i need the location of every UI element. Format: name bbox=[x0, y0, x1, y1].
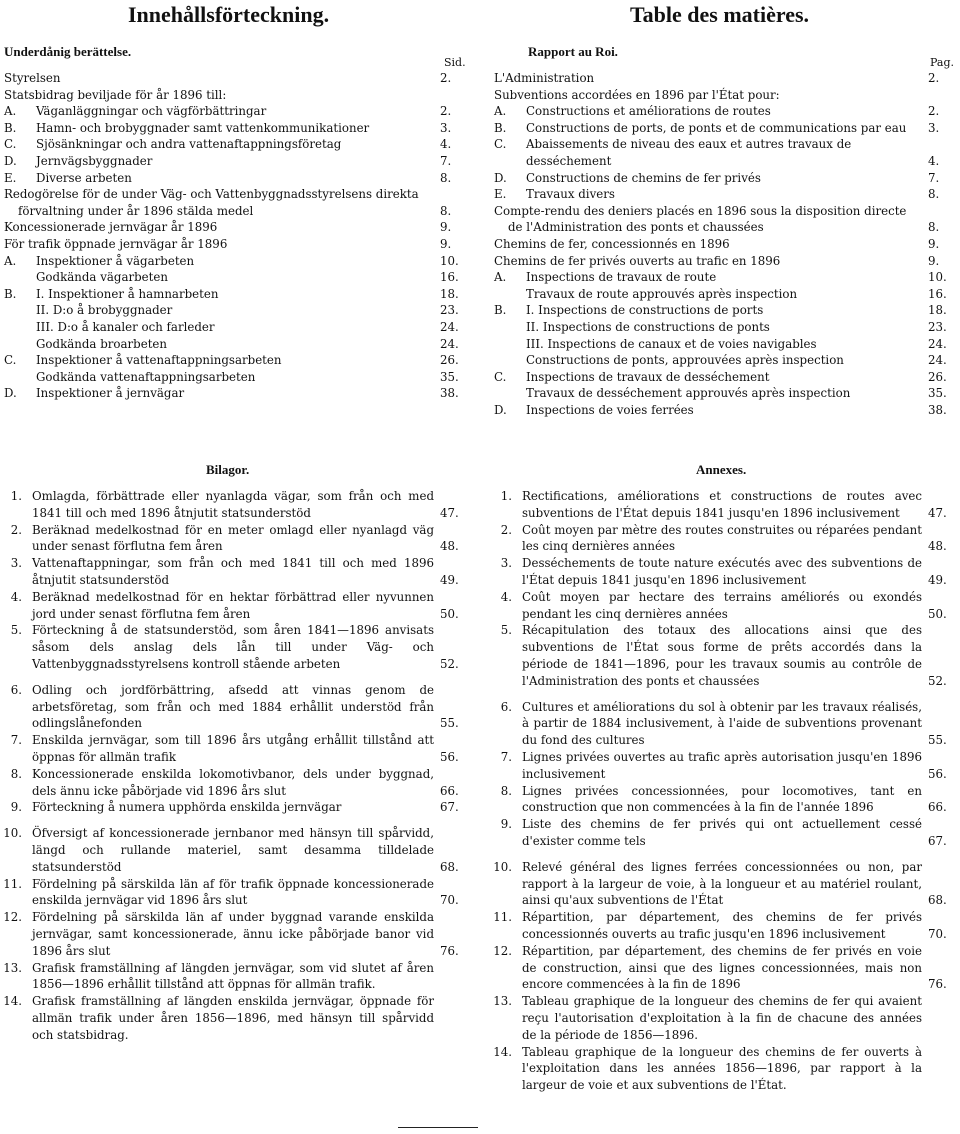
entry-page-number: 9. bbox=[928, 236, 940, 251]
toc-entry bbox=[0, 186, 470, 219]
entry-text: Diverse arbeten bbox=[36, 170, 132, 185]
entry-label: 3. bbox=[500, 556, 512, 571]
entry-label: 12. bbox=[3, 910, 22, 925]
entry-label: 12. bbox=[493, 943, 512, 958]
toc-entry bbox=[490, 87, 958, 104]
entry-page-number: 9. bbox=[440, 236, 452, 251]
entry-page-number: 4. bbox=[928, 153, 940, 168]
entry-text: Beräknad medelkostnad för en hektar förbättrad eller nyvunnen jord under senast förflutna fem åren bbox=[32, 589, 434, 621]
footer-rule bbox=[398, 1127, 478, 1128]
annex-entry bbox=[490, 783, 958, 817]
entry-text: Jernvägsbyggnader bbox=[36, 153, 153, 168]
entry-text: Godkända vattenaftappningsarbeten bbox=[36, 369, 256, 384]
annex-entry bbox=[0, 732, 470, 766]
annex-entry bbox=[490, 589, 958, 623]
entry-page-number: 18. bbox=[440, 286, 459, 301]
entry-page-number: 2. bbox=[440, 104, 452, 119]
swedish-page-header: Sid. bbox=[444, 56, 466, 69]
entry-text: Hamn- och brobyggnader samt vattenkommunikationer bbox=[36, 120, 370, 135]
toc-entry bbox=[490, 319, 958, 336]
entry-page-number: 52. bbox=[928, 673, 947, 688]
entry-label: 1. bbox=[500, 489, 512, 503]
entry-label: 9. bbox=[10, 800, 22, 815]
entry-page-number: 48. bbox=[440, 539, 459, 554]
annex-entry bbox=[0, 766, 470, 800]
annex-entry bbox=[0, 960, 470, 994]
entry-text: Inspektioner å vattenaftappningsarbeten bbox=[36, 353, 282, 368]
entry-page-number: 38. bbox=[928, 402, 947, 417]
entry-page-number: 23. bbox=[440, 303, 459, 318]
entry-page-number: 8. bbox=[440, 170, 452, 185]
entry-page-number: 9. bbox=[928, 253, 940, 268]
entry-page-number: 66. bbox=[440, 783, 459, 798]
annex-entry bbox=[490, 859, 958, 909]
entry-text: Travaux divers bbox=[526, 187, 615, 202]
entry-label: 6. bbox=[10, 682, 22, 697]
entry-text: Godkända broarbeten bbox=[36, 336, 168, 351]
entry-label: 6. bbox=[500, 699, 512, 714]
entry-text: II. Inspections de constructions de ponts bbox=[526, 319, 770, 334]
entry-text: Öfversigt af koncessionerade jernbanor med hänsyn till spårvidd, längd och rullande materiel, samt desamma tilldelade statsunderstöd bbox=[32, 826, 434, 874]
entry-label: 5. bbox=[500, 623, 512, 638]
entry-page-number: 50. bbox=[440, 606, 459, 621]
entry-label: C. bbox=[494, 369, 507, 384]
entry-text: Fördelning på särskilda län af under byggnad varande enskilda jernvägar, samt koncessionerade, ännu icke påbörjade banor vid 1896 års slut bbox=[32, 910, 434, 958]
entry-page-number: 24. bbox=[440, 319, 459, 334]
annex-entry bbox=[0, 488, 470, 522]
entry-text: Beräknad medelkostnad för en meter omlagd eller nyanlagd väg under senast förflutna fem åren bbox=[32, 522, 434, 554]
entry-text: Inspektioner å vägarbeten bbox=[36, 253, 195, 268]
entry-text: Lignes privées ouvertes au trafic après autorisation jusqu'en 1896 inclusivement bbox=[522, 749, 922, 781]
entry-page-number: 70. bbox=[440, 893, 459, 908]
toc-entry bbox=[0, 170, 470, 187]
entry-label: 11. bbox=[493, 910, 512, 925]
toc-entry bbox=[490, 103, 958, 120]
entry-text: Travaux de route approuvés après inspection bbox=[526, 286, 798, 301]
entry-text: I. Inspections de constructions de ports bbox=[526, 303, 764, 318]
toc-entry bbox=[490, 286, 958, 303]
entry-label: D. bbox=[4, 386, 17, 401]
toc-entry bbox=[0, 352, 470, 369]
entry-text: Relevé général des lignes ferrées concessionnées ou non, par rapport à la largeur de voie, à la longueur et au matériel roulant, ainsi qu'aux subventions de l'État bbox=[522, 859, 922, 908]
entry-page-number: 24. bbox=[928, 336, 947, 351]
entry-page-number: 16. bbox=[928, 286, 947, 301]
entry-text: Förteckning å de statsunderstöd, som åren 1841—1896 anvisats såsom dels anslag dels lån till under Väg- och Vattenbyggnadsstyrelsens kontroll stående arbeten bbox=[32, 623, 434, 671]
entry-text: Inspektioner å jernvägar bbox=[36, 386, 185, 401]
entry-page-number: 7. bbox=[440, 153, 452, 168]
annex-entry bbox=[490, 993, 958, 1043]
entry-page-number: 24. bbox=[928, 353, 947, 368]
entry-page-number: 26. bbox=[440, 353, 459, 368]
entry-page-number: 2. bbox=[928, 71, 940, 85]
entry-page-number: 47. bbox=[440, 505, 459, 520]
entry-label: A. bbox=[494, 270, 507, 285]
entry-text: Styrelsen bbox=[4, 71, 61, 85]
annex-entry bbox=[0, 799, 470, 816]
french-page-header: Pag. bbox=[930, 56, 955, 69]
entry-text: Inspections de travaux de route bbox=[526, 270, 717, 285]
entry-page-number: 2. bbox=[928, 104, 940, 119]
swedish-annex-list bbox=[0, 488, 470, 1044]
entry-label: A. bbox=[4, 253, 17, 268]
entry-page-number: 7. bbox=[928, 170, 940, 185]
toc-entry bbox=[490, 170, 958, 187]
annex-entry bbox=[490, 522, 958, 556]
swedish-annex-heading: Bilagor. bbox=[206, 462, 250, 477]
annex-entry bbox=[0, 993, 470, 1043]
entry-page-number: 35. bbox=[440, 369, 459, 384]
entry-text: Répartition, par département, des chemins de fer privés concessionnés ouverts au trafic jusqu'en 1896 inclusivement bbox=[522, 910, 922, 941]
entry-text: För trafik öppnade jernvägar år 1896 bbox=[4, 236, 228, 251]
entry-page-number: 70. bbox=[928, 926, 947, 941]
toc-entry bbox=[490, 369, 958, 386]
toc-entry bbox=[0, 70, 470, 87]
entry-page-number: 66. bbox=[928, 800, 947, 815]
entry-text: Cultures et améliorations du sol à obtenir par les travaux réalisés, à partir de 1884 inclusivement, à l'aide de subventions provenant du fond des cultures bbox=[522, 699, 922, 748]
entry-text: Coût moyen par hectare des terrains améliorés ou exondés pendant les cinq dernières années bbox=[522, 589, 922, 621]
entry-page-number: 26. bbox=[928, 369, 947, 384]
entry-page-number: 16. bbox=[440, 270, 459, 285]
entry-text: Godkända vägarbeten bbox=[36, 270, 168, 285]
entry-text: Coût moyen par mètre des routes construites ou réparées pendant les cinq dernières années bbox=[522, 522, 922, 554]
entry-page-number: 3. bbox=[440, 120, 452, 135]
toc-entry bbox=[0, 219, 470, 236]
entry-page-number: 49. bbox=[440, 572, 459, 587]
annex-entry bbox=[0, 825, 470, 875]
entry-page-number: 9. bbox=[440, 220, 452, 235]
entry-text: III. D:o å kanaler och farleder bbox=[36, 319, 215, 334]
toc-entry bbox=[0, 153, 470, 170]
toc-entry bbox=[490, 253, 958, 270]
entry-label: B. bbox=[4, 286, 17, 301]
swedish-report-heading: Underdånig berättelse. bbox=[4, 44, 132, 59]
annex-entry bbox=[490, 749, 958, 783]
annex-entry bbox=[490, 555, 958, 589]
toc-entry bbox=[0, 319, 470, 336]
toc-entry bbox=[490, 269, 958, 286]
entry-page-number: 3. bbox=[928, 120, 940, 135]
entry-text: Constructions de chemins de fer privés bbox=[526, 170, 761, 185]
entry-label: 8. bbox=[10, 766, 22, 781]
annex-entry bbox=[490, 699, 958, 749]
entry-label: 5. bbox=[10, 623, 22, 638]
entry-label: 9. bbox=[500, 817, 512, 832]
entry-text: Abaissements de niveau des eaux et autres travaux de desséchement bbox=[526, 137, 852, 168]
entry-text: Omlagda, förbättrade eller nyanlagda vägar, som från och med 1841 till och med 1896 åtnjutit statsunderstöd bbox=[32, 489, 434, 520]
entry-page-number: 48. bbox=[928, 539, 947, 554]
entry-text: Répartition, par département, des chemins de fer privés en voie de construction, ainsi que des lignes concessionnées, mais non encore commencées à la fin de 1896 bbox=[522, 943, 922, 992]
entry-label: E. bbox=[4, 170, 17, 185]
annex-entry bbox=[0, 909, 470, 959]
entry-text: III. Inspections de canaux et de voies navigables bbox=[526, 336, 817, 351]
toc-entry bbox=[490, 385, 958, 402]
toc-entry bbox=[490, 186, 958, 203]
entry-text: II. D:o å brobyggnader bbox=[36, 303, 173, 318]
entry-text: Statsbidrag beviljade för år 1896 till: bbox=[4, 87, 227, 102]
entry-label: 8. bbox=[500, 783, 512, 798]
entry-page-number: 47. bbox=[928, 505, 947, 520]
entry-page-number: 55. bbox=[440, 716, 459, 731]
annex-entry bbox=[490, 622, 958, 689]
toc-entry bbox=[490, 236, 958, 253]
entry-text: Förteckning å numera upphörda enskilda jernvägar bbox=[32, 800, 342, 815]
toc-entry bbox=[0, 336, 470, 353]
entry-page-number: 10. bbox=[440, 253, 459, 268]
entry-page-number: 56. bbox=[440, 749, 459, 764]
entry-label: 4. bbox=[500, 589, 512, 604]
entry-text: Constructions de ports, de ponts et de communications par eau bbox=[526, 120, 907, 135]
entry-text: Subventions accordées en 1896 par l'État pour: bbox=[494, 87, 780, 102]
entry-label: 4. bbox=[10, 589, 22, 604]
entry-page-number: 4. bbox=[440, 137, 452, 152]
entry-text: Récapitulation des totaux des allocations ainsi que des subventions de l'État sous forme de prêts accordés dans la période de 1841—1896, pour les travaux soumis au contrôle de l'Administration des ponts et chaussées bbox=[522, 623, 922, 688]
annex-entry bbox=[0, 682, 470, 732]
entry-label: 14. bbox=[493, 1044, 512, 1059]
entry-page-number: 68. bbox=[928, 893, 947, 908]
french-title: Table des matières. bbox=[630, 2, 810, 27]
entry-text: Koncessionerade jernvägar år 1896 bbox=[4, 220, 218, 235]
entry-label: C. bbox=[4, 137, 17, 152]
entry-label: A. bbox=[4, 104, 17, 119]
annex-entry bbox=[0, 589, 470, 623]
toc-entry bbox=[0, 87, 470, 104]
entry-page-number: 49. bbox=[928, 572, 947, 587]
swedish-toc-list bbox=[0, 70, 470, 402]
toc-entry bbox=[490, 70, 958, 87]
toc-entry bbox=[0, 236, 470, 253]
annex-entry bbox=[490, 488, 958, 522]
toc-entry bbox=[0, 120, 470, 137]
toc-entry bbox=[0, 369, 470, 386]
entry-label: 13. bbox=[493, 994, 512, 1009]
french-annex-list bbox=[490, 488, 958, 1094]
entry-page-number: 24. bbox=[440, 336, 459, 351]
entry-text: Sjösänkningar och andra vattenaftappningsföretag bbox=[36, 137, 342, 152]
toc-entry bbox=[490, 120, 958, 137]
entry-label: C. bbox=[4, 353, 17, 368]
annex-entry bbox=[0, 622, 470, 672]
annex-entry bbox=[0, 522, 470, 556]
french-annex-heading: Annexes. bbox=[696, 462, 747, 477]
entry-label: 11. bbox=[3, 876, 22, 891]
entry-page-number: 10. bbox=[928, 270, 947, 285]
annex-entry bbox=[490, 909, 958, 943]
entry-page-number: 18. bbox=[928, 303, 947, 318]
entry-text: Fördelning på särskilda län af för trafik öppnade koncessionerade enskilda jernvägar vid 1896 års slut bbox=[32, 876, 434, 908]
entry-text: Inspections de voies ferrées bbox=[526, 402, 694, 417]
entry-page-number: 23. bbox=[928, 319, 947, 334]
entry-text: Liste des chemins de fer privés qui ont actuellement cessé d'exister comme tels bbox=[522, 817, 922, 848]
entry-page-number: 35. bbox=[928, 386, 947, 401]
entry-page-number: 52. bbox=[440, 656, 459, 671]
entry-label: B. bbox=[494, 120, 507, 135]
entry-text: Koncessionerade enskilda lokomotivbanor, dels under byggnad, dels ännu icke påbörjade vid 1896 års slut bbox=[32, 766, 434, 798]
entry-text: L'Administration bbox=[494, 71, 595, 85]
entry-text: Travaux de desséchement approuvés après inspection bbox=[526, 386, 851, 401]
entry-text: Constructions et améliorations de routes bbox=[526, 104, 771, 119]
toc-entry bbox=[0, 286, 470, 303]
entry-text: Inspections de travaux de desséchement bbox=[526, 369, 770, 384]
entry-page-number: 38. bbox=[440, 386, 459, 401]
toc-entry bbox=[0, 253, 470, 270]
entry-page-number: 8. bbox=[928, 187, 940, 202]
entry-text: Tableau graphique de la longueur des chemins de fer qui avaient reçu l'autorisation d'exploitation à la fin de chacune des années de la période de 1856—1896. bbox=[522, 994, 922, 1042]
entry-text: Odling och jordförbättring, afsedd att vinnas genom de arbetsföretag, som från och med 1884 erhållit understöd från odlingslånefonden bbox=[32, 682, 434, 731]
annex-entry bbox=[0, 555, 470, 589]
toc-entry bbox=[490, 402, 958, 419]
french-report-heading: Rapport au Roi. bbox=[528, 44, 618, 59]
entry-page-number: 55. bbox=[928, 733, 947, 748]
entry-label: 13. bbox=[3, 960, 22, 975]
toc-entry bbox=[490, 136, 958, 169]
annex-entry bbox=[490, 816, 958, 850]
entry-page-number: 2. bbox=[440, 71, 452, 85]
entry-text: Grafisk framställning af längden jernvägar, som vid slutet af åren 1856—1896 erhållit tillstånd att öppnas för allmän trafik. bbox=[32, 960, 434, 992]
entry-page-number: 76. bbox=[440, 943, 459, 958]
annex-entry bbox=[0, 876, 470, 910]
entry-text: Compte-rendu des deniers placés en 1896 sous la disposition directe de l'Administration des ponts et chaussées bbox=[494, 203, 907, 235]
entry-text: Väganläggningar och vägförbättringar bbox=[36, 104, 267, 119]
entry-text: Grafisk framställning af längden enskilda jernvägar, öppnade för allmän trafik under åren 1856—1896, med hänsyn till spårvidd och statsbidrag. bbox=[32, 994, 434, 1042]
entry-text: Chemins de fer, concessionnés en 1896 bbox=[494, 236, 730, 251]
entry-label: D. bbox=[494, 170, 507, 185]
entry-label: 2. bbox=[500, 522, 512, 537]
entry-page-number: 68. bbox=[440, 859, 459, 874]
entry-text: Lignes privées concessionnées, pour locomotives, tant en construction que non commencées à la fin de l'année 1896 bbox=[522, 783, 922, 815]
toc-entry bbox=[0, 103, 470, 120]
entry-label: A. bbox=[494, 104, 507, 119]
annex-entry bbox=[490, 1044, 958, 1094]
entry-label: 10. bbox=[3, 826, 22, 841]
entry-label: 3. bbox=[10, 556, 22, 571]
entry-label: 1. bbox=[10, 489, 22, 503]
toc-entry bbox=[0, 269, 470, 286]
entry-page-number: 67. bbox=[440, 800, 459, 815]
toc-entry bbox=[490, 302, 958, 319]
toc-entry bbox=[490, 352, 958, 369]
entry-label: 7. bbox=[10, 733, 22, 748]
toc-entry bbox=[0, 302, 470, 319]
entry-text: Chemins de fer privés ouverts au trafic en 1896 bbox=[494, 253, 781, 268]
entry-text: Constructions de ponts, approuvées après inspection bbox=[526, 353, 844, 368]
toc-entry bbox=[490, 336, 958, 353]
entry-text: Tableau graphique de la longueur des chemins de fer ouverts à l'exploitation dans les années 1856—1896, par rapport à la largeur de voie et aux subventions de l'État. bbox=[522, 1044, 922, 1093]
entry-text: I. Inspektioner å hamnarbeten bbox=[36, 286, 219, 301]
entry-label: 14. bbox=[3, 994, 22, 1009]
toc-entry bbox=[0, 136, 470, 153]
french-toc-list bbox=[490, 70, 958, 418]
entry-text: Rectifications, améliorations et constructions de routes avec subventions de l'État depuis 1841 jusqu'en 1896 inclusivement bbox=[522, 489, 922, 520]
entry-page-number: 67. bbox=[928, 833, 947, 848]
entry-text: Vattenaftappningar, som från och med 1841 till och med 1896 åtnjutit statsunderstöd bbox=[32, 556, 434, 587]
toc-entry bbox=[490, 203, 958, 236]
entry-label: D. bbox=[4, 153, 17, 168]
entry-label: 2. bbox=[10, 522, 22, 537]
entry-label: 7. bbox=[500, 749, 512, 764]
entry-text: Desséchements de toute nature exécutés avec des subventions de l'État depuis 1841 jusqu'en 1896 inclusivement bbox=[522, 556, 922, 587]
annex-entry bbox=[490, 943, 958, 993]
entry-label: B. bbox=[4, 120, 17, 135]
entry-page-number: 50. bbox=[928, 606, 947, 621]
entry-page-number: 56. bbox=[928, 766, 947, 781]
toc-entry bbox=[0, 385, 470, 402]
entry-label: E. bbox=[494, 187, 507, 202]
entry-page-number: 76. bbox=[928, 977, 947, 992]
entry-label: C. bbox=[494, 137, 507, 152]
swedish-title: Innehållsförteckning. bbox=[128, 2, 330, 27]
entry-page-number: 8. bbox=[928, 220, 940, 235]
entry-label: D. bbox=[494, 402, 507, 417]
entry-label: 10. bbox=[493, 859, 512, 874]
entry-text: Enskilda jernvägar, som till 1896 års utgång erhållit tillstånd att öppnas för allmän trafik bbox=[32, 733, 434, 764]
entry-text: Redogörelse för de under Väg- och Vattenbyggnadsstyrelsens direkta förvaltning under år 1896 stälda medel bbox=[4, 187, 419, 218]
entry-page-number: 8. bbox=[440, 203, 452, 218]
entry-label: B. bbox=[494, 303, 507, 318]
